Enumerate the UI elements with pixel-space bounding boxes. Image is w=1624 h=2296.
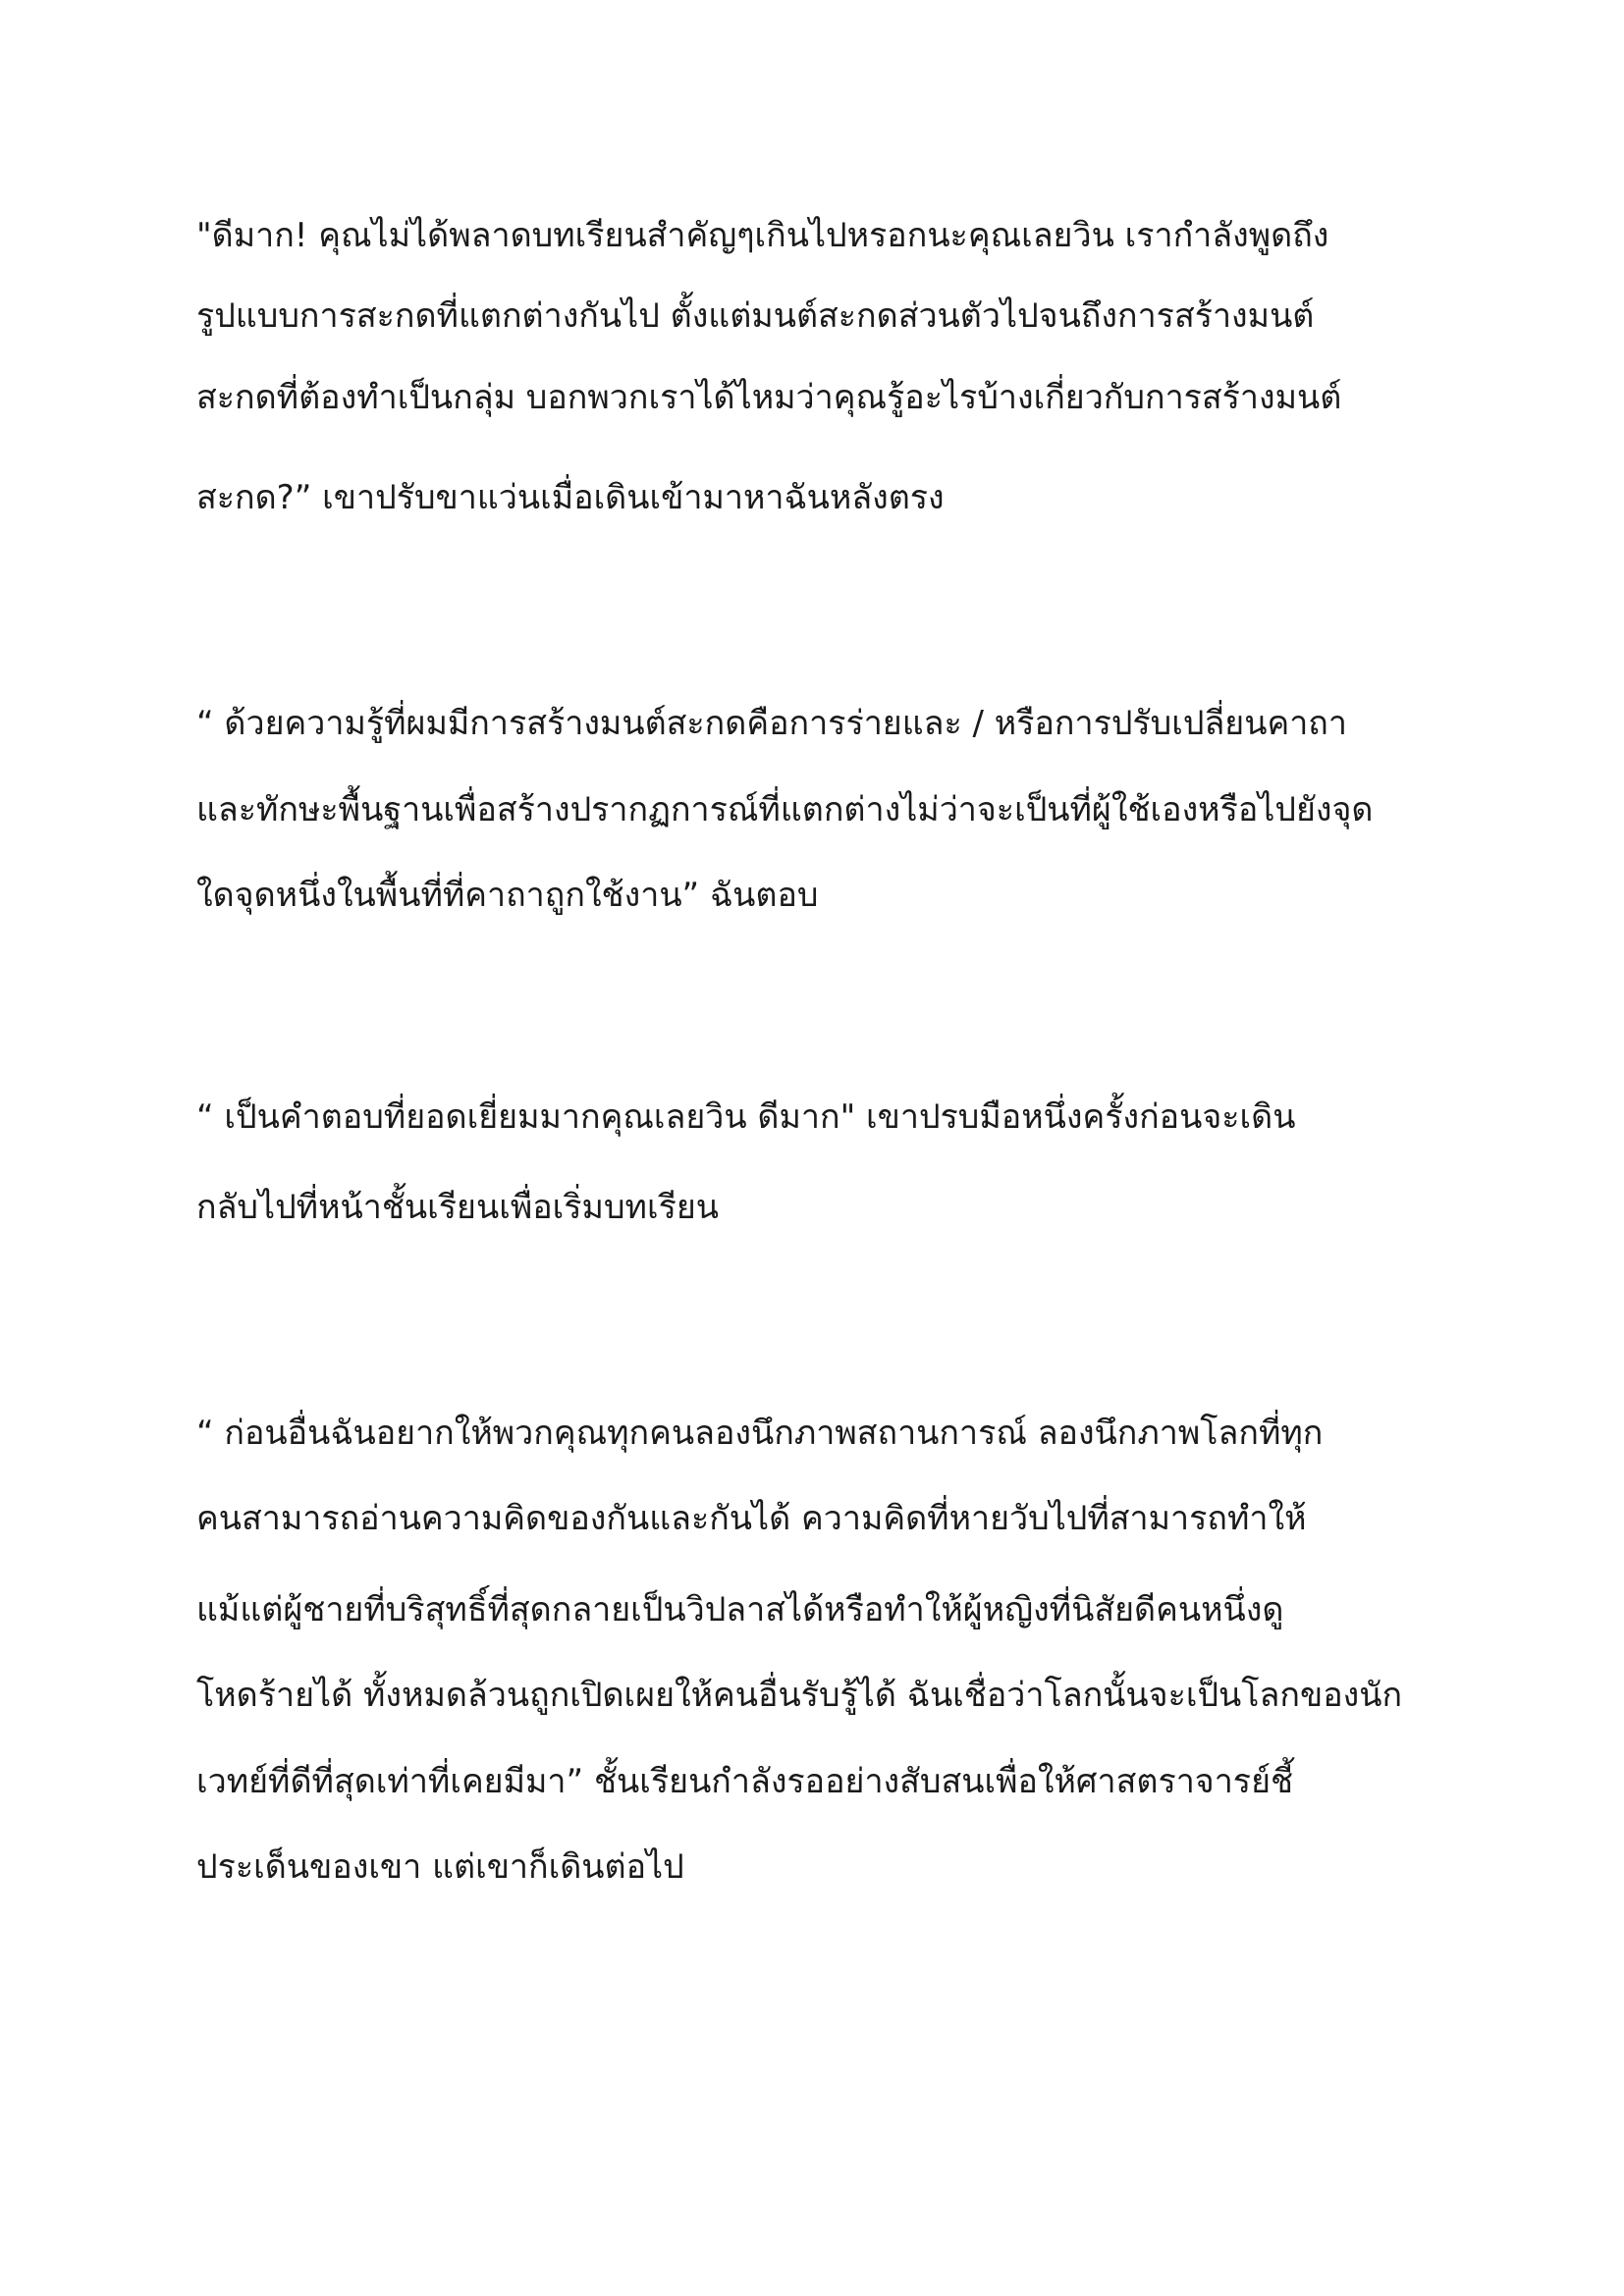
text-line: สะกด?” เขาปรับขาแว่นเมื่อเดินเข้ามาหาฉันหลังตรง bbox=[196, 478, 945, 517]
text-line: กลับไปที่หน้าชั้นเรียนเพื่อเริ่มบทเรียน bbox=[196, 1188, 719, 1227]
text-line: เวทย์ที่ดีที่สุดเท่าที่เคยมีมา” ชั้นเรียนกำลังรออย่างสับสนเพื่อให้ศาสตราจารย์ชี้ bbox=[196, 1762, 1294, 1801]
text-line: “ ด้วยความรู้ที่ผมมีการสร้างมนต์สะกดคือการร่ายและ / หรือการปรับเปลี่ยนคาถา bbox=[196, 704, 1347, 743]
text-line: แม้แต่ผู้ชายที่บริสุทธิ์ที่สุดกลายเป็นวิปลาสได้หรือทำให้ผู้หญิงที่นิสัยดีคนหนึ่งดู bbox=[196, 1590, 1284, 1629]
text-line: โหดร้ายได้ ทั้งหมดล้วนถูกเปิดเผยให้คนอื่นรับรู้ได้ ฉันเชื่อว่าโลกนั้นจะเป็นโลกของนัก bbox=[196, 1676, 1403, 1715]
text-line: “ เป็นคำตอบที่ยอดเยี่ยมมากคุณเลยวิน ดีมาก" เขาปรบมือหนึ่งครั้งก่อนจะเดิน bbox=[196, 1097, 1296, 1137]
text-line: และทักษะพื้นฐานเพื่อสร้างปรากฏการณ์ที่แตกต่างไม่ว่าจะเป็นที่ผู้ใช้เองหรือไปยังจุด bbox=[196, 790, 1374, 829]
text-line: "ดีมาก! คุณไม่ได้พลาดบทเรียนสำคัญๆเกินไปหรอกนะคุณเลยวิน เรากำลังพูดถึง bbox=[196, 216, 1329, 255]
text-line: รูปแบบการสะกดที่แตกต่างกันไป ตั้งแต่มนต์สะกดส่วนตัวไปจนถึงการสร้างมนต์ bbox=[196, 296, 1315, 336]
text-line: ใดจุดหนึ่งในพื้นที่ที่คาถาถูกใช้งาน” ฉันตอบ bbox=[196, 876, 819, 915]
text-line: “ ก่อนอื่นฉันอยากให้พวกคุณทุกคนลองนึกภาพสถานการณ์ ลองนึกภาพโลกที่ทุก bbox=[196, 1414, 1324, 1453]
text-line: สะกดที่ต้องทำเป็นกลุ่ม บอกพวกเราได้ไหมว่าคุณรู้อะไรบ้างเกี่ยวกับการสร้างมนต์ bbox=[196, 378, 1342, 417]
text-line: คนสามารถอ่านความคิดของกันและกันได้ ความคิดที่หายวับไปที่สามารถทำให้ bbox=[196, 1499, 1307, 1538]
text-line: ประเด็นของเขา แต่เขาก็เดินต่อไป bbox=[196, 1847, 684, 1887]
